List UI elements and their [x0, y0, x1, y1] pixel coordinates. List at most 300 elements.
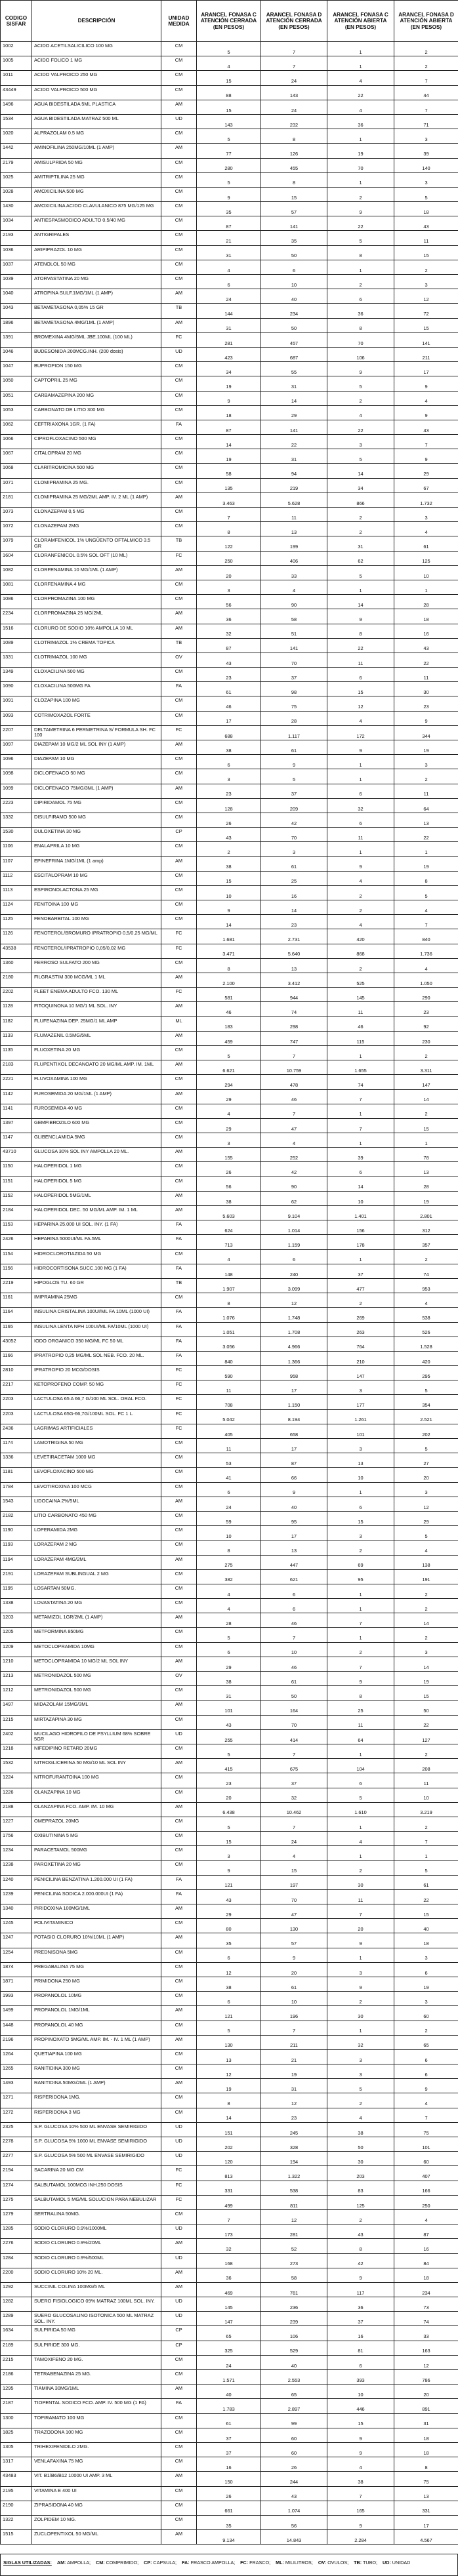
cell-fonasa-d-open: 15: [394, 245, 458, 260]
cell-description: DIAZEPAM 10 MG/2 ML SOL INY (1 AMP): [32, 740, 161, 755]
cell-fonasa-c-open: 38: [327, 2122, 394, 2137]
table-row: [1, 2428, 458, 2442]
cell-description: DISULFIRAMO 500 MG: [32, 813, 161, 827]
table-row: [1, 2181, 458, 2195]
cell-fonasa-c-closed: 168: [197, 2253, 261, 2268]
cell-fonasa-c-open: 2: [327, 275, 394, 289]
cell-unit: CM: [161, 1526, 197, 1540]
cell-description: FENOTEROL/IPRATROPIO 0,05/0,02 MG: [32, 944, 161, 958]
cell-fonasa-d-closed: 106: [261, 2326, 327, 2341]
cell-code: 2188: [1, 1802, 32, 1817]
table-row: [1, 988, 458, 1002]
cell-description: PREGABALINA 75 MG: [32, 1962, 161, 1977]
cell-fonasa-c-closed: 325: [197, 2341, 261, 2355]
cell-fonasa-c-closed: 1.907: [197, 1278, 261, 1293]
cell-code: 1896: [1, 318, 32, 332]
cell-code: 1332: [1, 813, 32, 827]
table-row: [1, 391, 458, 405]
cell-fonasa-c-open: 5: [327, 2079, 394, 2093]
cell-fonasa-d-closed: 197: [261, 1875, 327, 1889]
cell-fonasa-d-closed: 244: [261, 2472, 327, 2486]
cell-fonasa-d-closed: 1.708: [261, 1322, 327, 1337]
cell-unit: CM: [161, 871, 197, 885]
cell-fonasa-d-closed: 56: [261, 2515, 327, 2529]
cell-fonasa-c-closed: 7: [197, 508, 261, 522]
cell-fonasa-c-closed: 46: [197, 696, 261, 711]
cell-fonasa-c-closed: 37: [197, 2442, 261, 2457]
legend-abbr: ML:: [276, 2560, 284, 2566]
cell-code: 1516: [1, 624, 32, 638]
cell-fonasa-c-open: 81: [327, 2341, 394, 2355]
legend-meaning: FRASCO;: [249, 2560, 270, 2566]
cell-fonasa-d-open: 17: [394, 362, 458, 376]
cell-code: 1874: [1, 1962, 32, 1977]
table-row: [1, 2501, 458, 2515]
cell-fonasa-d-closed: 6: [261, 260, 327, 274]
cell-fonasa-c-open: 64: [327, 1729, 394, 1744]
cell-code: 1150: [1, 1162, 32, 1177]
cell-fonasa-c-closed: 275: [197, 1555, 261, 1569]
cell-fonasa-d-closed: 4: [261, 1133, 327, 1148]
table-row: [1, 1686, 458, 1701]
cell-code: 1050: [1, 376, 32, 391]
cell-description: KETOPROFENO COMP. 50 MG: [32, 1380, 161, 1395]
cell-unit: CM: [161, 56, 197, 71]
cell-fonasa-d-open: 19: [394, 1977, 458, 1991]
cell-fonasa-d-closed: 958: [261, 1366, 327, 1380]
cell-description: FLUFENAZINA DEP. 25MG/1 ML AMP: [32, 1016, 161, 1031]
cell-unit: AM: [161, 1089, 197, 1104]
table-row: [1, 2385, 458, 2399]
cell-fonasa-c-closed: 2.100: [197, 973, 261, 988]
cell-fonasa-d-closed: 3.412: [261, 973, 327, 988]
cell-fonasa-c-open: 1: [327, 1249, 394, 1264]
cell-fonasa-d-open: 16: [394, 624, 458, 638]
cell-fonasa-d-closed: 273: [261, 2253, 327, 2268]
cell-fonasa-c-open: 6: [327, 668, 394, 682]
cell-fonasa-d-closed: 13: [261, 1540, 327, 1555]
cell-unit: FC: [161, 1409, 197, 1424]
table-row: [1, 696, 458, 711]
table-row: [1, 1468, 458, 1482]
cell-fonasa-c-closed: 20: [197, 565, 261, 580]
cell-unit: FC: [161, 1366, 197, 1380]
cell-unit: AM: [161, 2006, 197, 2021]
cell-code: 1224: [1, 1773, 32, 1788]
cell-description: ZUCLOPENTIXOL 50 MG/ML: [32, 2530, 161, 2545]
cell-unit: FC: [161, 332, 197, 347]
cell-fonasa-d-closed: 9.104: [261, 1206, 327, 1220]
cell-fonasa-d-open: 208: [394, 1759, 458, 1773]
cell-fonasa-d-closed: 12: [261, 1293, 327, 1308]
cell-fonasa-d-closed: 42: [261, 1162, 327, 1177]
cell-fonasa-c-closed: 6: [197, 1948, 261, 1962]
cell-description: HEPARINA 5000UI/ML FA.5ML: [32, 1235, 161, 1249]
cell-description: LOPERAMIDA 2MG: [32, 1526, 161, 1540]
table-row: [1, 1133, 458, 1148]
cell-fonasa-c-open: 7: [327, 1904, 394, 1919]
cell-unit: CM: [161, 1439, 197, 1453]
cell-fonasa-d-open: 5: [394, 1526, 458, 1540]
cell-fonasa-d-open: 75: [394, 2472, 458, 2486]
cell-description: AGUA BIDESTILADA 5ML PLASTICA: [32, 100, 161, 114]
cell-unit: AM: [161, 1613, 197, 1628]
cell-description: SUERO FISIOLOGICO 09% MATRAZ 100ML SOL. INY.: [32, 2297, 161, 2312]
cell-fonasa-c-closed: 8: [197, 2093, 261, 2108]
cell-code: 2203: [1, 1409, 32, 1424]
cell-fonasa-d-closed: 50: [261, 245, 327, 260]
cell-fonasa-d-open: 43: [394, 216, 458, 231]
cell-fonasa-d-open: 10: [394, 565, 458, 580]
cell-description: IMIPRAMINA 25MG: [32, 1293, 161, 1308]
cell-fonasa-d-closed: 5.628: [261, 493, 327, 507]
cell-fonasa-c-open: 30: [327, 2152, 394, 2166]
cell-fonasa-c-open: 2: [327, 1861, 394, 1875]
cell-description: ZIPRASIDONA 40 MG: [32, 2501, 161, 2515]
cell-unit: UD: [161, 2253, 197, 2268]
cell-fonasa-c-closed: 29: [197, 1904, 261, 1919]
table-row: [1, 2326, 458, 2341]
cell-fonasa-c-open: 13: [327, 1453, 394, 1468]
cell-fonasa-d-closed: 164: [261, 1701, 327, 1715]
cell-fonasa-c-open: 10: [327, 1468, 394, 1482]
cell-fonasa-c-closed: 6: [197, 1482, 261, 1497]
cell-code: 1493: [1, 2079, 32, 2093]
cell-fonasa-d-closed: 6: [261, 1584, 327, 1598]
cell-fonasa-c-closed: 3: [197, 1133, 261, 1148]
cell-description: CLOTRIMAZOL 100 MG: [32, 653, 161, 667]
cell-fonasa-d-open: 17: [394, 2515, 458, 2529]
cell-code: 1174: [1, 1439, 32, 1453]
cell-unit: FA: [161, 1235, 197, 1249]
cell-fonasa-c-closed: 415: [197, 1759, 261, 1773]
cell-fonasa-c-open: 393: [327, 2370, 394, 2385]
cell-fonasa-c-closed: 36: [197, 2268, 261, 2282]
cell-description: ALPRAZOLAM 0.5 MG: [32, 129, 161, 144]
cell-fonasa-c-closed: 14: [197, 435, 261, 449]
cell-fonasa-d-closed: 58: [261, 2268, 327, 2282]
cell-fonasa-c-closed: 5: [197, 1817, 261, 1831]
table-row: [1, 2049, 458, 2064]
cell-fonasa-d-open: 11: [394, 668, 458, 682]
cell-fonasa-d-open: 29: [394, 1511, 458, 1525]
cell-code: 1215: [1, 1715, 32, 1729]
cell-fonasa-c-open: 5: [327, 565, 394, 580]
cell-fonasa-c-closed: 8: [197, 1540, 261, 1555]
cell-fonasa-d-closed: 126: [261, 144, 327, 158]
cell-fonasa-c-open: 11: [327, 1715, 394, 1729]
cell-code: 1209: [1, 1642, 32, 1657]
cell-fonasa-d-open: 312: [394, 1220, 458, 1235]
cell-fonasa-c-closed: 23: [197, 668, 261, 682]
table-row: [1, 1613, 458, 1628]
cell-fonasa-d-open: 65: [394, 2035, 458, 2049]
table-row: [1, 1773, 458, 1788]
cell-fonasa-d-closed: 455: [261, 158, 327, 172]
cell-fonasa-c-closed: 5: [197, 1045, 261, 1060]
cell-fonasa-c-closed: 1.076: [197, 1308, 261, 1322]
cell-fonasa-d-closed: 75: [261, 696, 327, 711]
cell-description: RANITIDINA 300 MG: [32, 2064, 161, 2079]
cell-fonasa-c-closed: 5: [197, 1628, 261, 1642]
cell-fonasa-d-closed: 25: [261, 871, 327, 885]
cell-fonasa-c-closed: 661: [197, 2501, 261, 2515]
cell-fonasa-d-closed: 24: [261, 71, 327, 85]
cell-unit: UD: [161, 114, 197, 129]
cell-fonasa-c-closed: 5: [197, 129, 261, 144]
cell-fonasa-d-closed: 62: [261, 1191, 327, 1205]
cell-description: TETRABENAZINA 25 MG.: [32, 2370, 161, 2385]
cell-code: 1534: [1, 114, 32, 129]
cell-code: 1340: [1, 1904, 32, 1919]
cell-fonasa-c-closed: 3.471: [197, 944, 261, 958]
cell-fonasa-c-open: 74: [327, 1075, 394, 1089]
cell-code: 1151: [1, 1177, 32, 1191]
cell-fonasa-c-open: 2: [327, 958, 394, 973]
cell-code: 1113: [1, 885, 32, 900]
cell-code: 2191: [1, 1569, 32, 1584]
table-row: [1, 2355, 458, 2369]
cell-unit: CM: [161, 1075, 197, 1089]
cell-fonasa-d-open: 4: [394, 2209, 458, 2224]
cell-fonasa-d-closed: 1.748: [261, 1308, 327, 1322]
cell-fonasa-d-closed: 675: [261, 1759, 327, 1773]
table-row: [1, 2515, 458, 2529]
cell-fonasa-c-open: 6: [327, 1497, 394, 1511]
table-row: [1, 332, 458, 347]
table-row: [1, 42, 458, 56]
cell-fonasa-c-open: 1: [327, 56, 394, 71]
cell-unit: CM: [161, 478, 197, 493]
cell-fonasa-c-closed: 280: [197, 158, 261, 172]
cell-fonasa-c-open: 36: [327, 114, 394, 129]
cell-code: 1210: [1, 1657, 32, 1671]
cell-fonasa-d-open: 15: [394, 318, 458, 332]
cell-fonasa-d-closed: 2.731: [261, 929, 327, 944]
cell-unit: CM: [161, 1249, 197, 1264]
cell-fonasa-d-open: 27: [394, 1453, 458, 1468]
cell-fonasa-c-open: 1: [327, 1817, 394, 1831]
cell-code: 1164: [1, 1308, 32, 1322]
table-row: [1, 2093, 458, 2108]
cell-unit: AM: [161, 1206, 197, 1220]
table-row: [1, 1177, 458, 1191]
table-row: [1, 202, 458, 216]
legend-meaning: MILILITROS;: [285, 2560, 313, 2566]
cell-unit: CM: [161, 842, 197, 856]
cell-fonasa-d-open: 4.567: [394, 2530, 458, 2545]
cell-fonasa-d-closed: 944: [261, 988, 327, 1002]
cell-code: 1532: [1, 1759, 32, 1773]
cell-fonasa-d-open: 74: [394, 2312, 458, 2326]
cell-unit: AM: [161, 2239, 197, 2253]
cell-fonasa-c-open: 11: [327, 1002, 394, 1016]
cell-code: 1194: [1, 1555, 32, 1569]
cell-fonasa-d-open: 11: [394, 231, 458, 245]
cell-fonasa-d-open: 211: [394, 347, 458, 361]
cell-fonasa-d-closed: 3: [261, 842, 327, 856]
cell-code: 1604: [1, 551, 32, 565]
cell-description: SUCCINIL COLINA 100MG/5 ML: [32, 2282, 161, 2297]
table-row: [1, 1992, 458, 2006]
table-row: [1, 2006, 458, 2021]
cell-fonasa-c-closed: 31: [197, 1686, 261, 1701]
cell-fonasa-c-open: 10: [327, 1191, 394, 1205]
cell-fonasa-c-open: 2: [327, 885, 394, 900]
table-row: [1, 2064, 458, 2079]
cell-code: 2277: [1, 2152, 32, 2166]
cell-fonasa-c-closed: 37: [197, 2428, 261, 2442]
cell-description: BUDESONIDA 200MCG.INH. (200 dosis): [32, 347, 161, 361]
table-body: [1, 42, 458, 2545]
table-row: [1, 304, 458, 318]
table-row: [1, 624, 458, 638]
cell-fonasa-d-open: 20: [394, 2385, 458, 2399]
cell-fonasa-c-open: 10: [327, 2385, 394, 2399]
cell-fonasa-d-closed: 7: [261, 2021, 327, 2035]
cell-fonasa-d-open: 3.311: [394, 1060, 458, 1075]
legend-abbr: CP:: [144, 2560, 152, 2566]
cell-unit: CM: [161, 275, 197, 289]
table-row: [1, 1672, 458, 1686]
cell-fonasa-c-open: 420: [327, 929, 394, 944]
cell-fonasa-c-closed: 12: [197, 1962, 261, 1977]
cell-unit: FA: [161, 682, 197, 696]
cell-fonasa-d-open: 526: [394, 1322, 458, 1337]
cell-code: 1011: [1, 71, 32, 85]
cell-code: 1097: [1, 740, 32, 755]
cell-description: LEVETIRACETAM 1000 MG: [32, 1453, 161, 1468]
cell-description: METRONIDAZOL 500 MG: [32, 1686, 161, 1701]
cell-fonasa-d-open: 22: [394, 1889, 458, 1904]
cell-fonasa-d-closed: 22: [261, 435, 327, 449]
cell-fonasa-d-closed: 209: [261, 798, 327, 813]
cell-description: HIPOGLOS TU. 60 GR: [32, 1278, 161, 1293]
cell-fonasa-c-closed: 9: [197, 391, 261, 405]
cell-fonasa-c-closed: 135: [197, 478, 261, 493]
cell-description: FENOBARBITAL 100 MG: [32, 915, 161, 929]
header-description: DESCRIPCIÓN: [32, 1, 161, 42]
cell-fonasa-c-open: 1: [327, 42, 394, 56]
table-row: [1, 653, 458, 667]
cell-unit: TB: [161, 304, 197, 318]
cell-fonasa-d-open: 141: [394, 332, 458, 347]
cell-unit: AM: [161, 2385, 197, 2399]
cell-fonasa-d-closed: 199: [261, 536, 327, 551]
cell-fonasa-d-closed: 457: [261, 332, 327, 347]
cell-fonasa-c-open: 1.261: [327, 1409, 394, 1424]
cell-fonasa-c-open: 46: [327, 1016, 394, 1031]
cell-fonasa-c-open: 1.610: [327, 1802, 394, 1817]
cell-fonasa-c-closed: 43: [197, 1889, 261, 1904]
cell-fonasa-c-open: 2: [327, 2093, 394, 2108]
cell-fonasa-d-closed: 9: [261, 1482, 327, 1497]
cell-code: 1091: [1, 696, 32, 711]
cell-fonasa-d-open: 1: [394, 842, 458, 856]
cell-fonasa-c-closed: 173: [197, 2224, 261, 2239]
cell-unit: AM: [161, 565, 197, 580]
cell-description: LORAZEPAM 2 MG: [32, 1540, 161, 1555]
cell-unit: AM: [161, 289, 197, 304]
cell-unit: AM: [161, 2079, 197, 2093]
cell-description: SULPIRIDA 50 MG: [32, 2326, 161, 2341]
cell-fonasa-c-closed: 5.042: [197, 1409, 261, 1424]
cell-fonasa-c-open: 203: [327, 2166, 394, 2181]
cell-fonasa-c-closed: 8: [197, 958, 261, 973]
cell-fonasa-d-closed: 6: [261, 1249, 327, 1264]
cell-unit: FA: [161, 1889, 197, 1904]
table-row: [1, 1802, 458, 1817]
cell-unit: CM: [161, 42, 197, 56]
cell-code: 1213: [1, 1672, 32, 1686]
cell-description: FLUMAZENIL 0.5MG/5ML: [32, 1031, 161, 1045]
cell-unit: CM: [161, 1482, 197, 1497]
cell-code: 1020: [1, 129, 32, 144]
cell-fonasa-d-open: 357: [394, 1235, 458, 1249]
cell-fonasa-c-open: 42: [327, 2253, 394, 2268]
cell-fonasa-c-closed: 155: [197, 1148, 261, 1162]
cell-description: AGUA BIDESTILADA MATRAZ 500 ML: [32, 114, 161, 129]
cell-fonasa-c-open: 9: [327, 2515, 394, 2529]
cell-unit: FA: [161, 1351, 197, 1365]
cell-fonasa-c-closed: 41: [197, 1468, 261, 1482]
cell-fonasa-d-closed: 211: [261, 2035, 327, 2049]
cell-fonasa-c-closed: 5: [197, 172, 261, 187]
cell-fonasa-c-closed: 56: [197, 1177, 261, 1191]
cell-unit: AM: [161, 1657, 197, 1671]
cell-fonasa-c-closed: 61: [197, 682, 261, 696]
cell-fonasa-d-closed: 50: [261, 318, 327, 332]
cell-description: BROMEXINA 4MG/5ML JBE.100ML (100 ML): [32, 332, 161, 347]
table-row: [1, 1075, 458, 1089]
cell-unit: CM: [161, 464, 197, 478]
cell-fonasa-c-closed: 32: [197, 2239, 261, 2253]
cell-fonasa-c-open: 4: [327, 100, 394, 114]
cell-fonasa-d-closed: 15: [261, 1861, 327, 1875]
cell-fonasa-c-open: 37: [327, 2312, 394, 2326]
cell-unit: CM: [161, 362, 197, 376]
cell-unit: CM: [161, 1569, 197, 1584]
cell-fonasa-d-open: 2: [394, 1045, 458, 1060]
cell-fonasa-d-open: 22: [394, 828, 458, 842]
cell-fonasa-d-open: 13: [394, 813, 458, 827]
cell-code: 1442: [1, 144, 32, 158]
cell-fonasa-d-open: 7: [394, 2108, 458, 2122]
cell-code: 2196: [1, 2035, 32, 2049]
cell-fonasa-d-closed: 4: [261, 1846, 327, 1861]
cell-fonasa-c-closed: 121: [197, 2006, 261, 2021]
cell-fonasa-d-open: 7: [394, 435, 458, 449]
cell-fonasa-c-open: 3: [327, 1439, 394, 1453]
cell-fonasa-c-closed: 5.603: [197, 1206, 261, 1220]
cell-fonasa-c-open: 22: [327, 420, 394, 434]
cell-fonasa-d-closed: 529: [261, 2341, 327, 2355]
legend-item: [318, 2560, 348, 2566]
cell-fonasa-d-closed: 621: [261, 1569, 327, 1584]
cell-fonasa-d-open: 92: [394, 1016, 458, 1031]
cell-fonasa-c-closed: 6: [197, 1642, 261, 1657]
cell-fonasa-c-closed: 31: [197, 318, 261, 332]
cell-fonasa-c-open: 868: [327, 944, 394, 958]
cell-description: ZOLPIDEM 10 MG.: [32, 2515, 161, 2529]
cell-code: 2207: [1, 725, 32, 740]
cell-fonasa-d-open: 44: [394, 85, 458, 100]
cell-code: 1497: [1, 1701, 32, 1715]
cell-description: HIDROCLOROTIAZIDA 50 MG: [32, 1249, 161, 1264]
cell-fonasa-d-closed: 24: [261, 100, 327, 114]
cell-fonasa-d-open: 20: [394, 1468, 458, 1482]
cell-unit: CM: [161, 1584, 197, 1598]
